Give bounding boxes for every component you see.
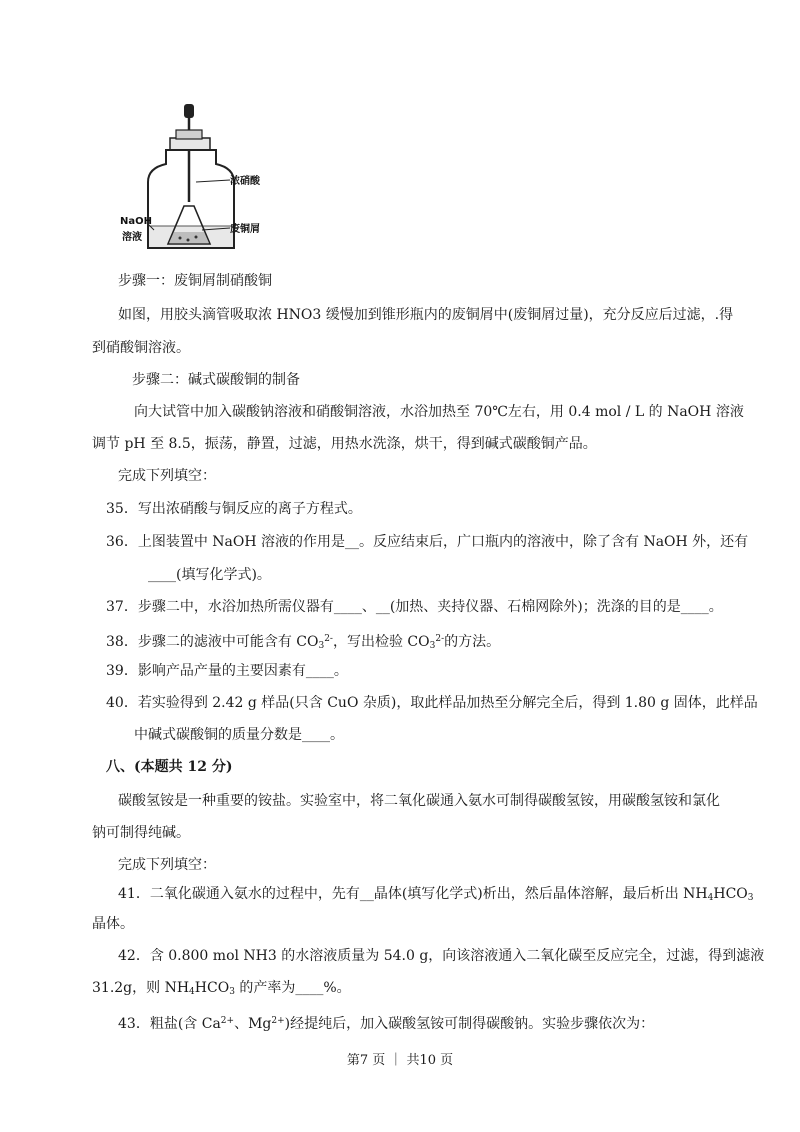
label-naoh: NaOH — [120, 216, 152, 227]
fill-prompt-2: 完成下列填空： — [118, 857, 216, 873]
label-solution: 溶液 — [122, 232, 142, 243]
question-36-line2: ____(填写化学式)。 — [148, 567, 271, 583]
step2-paragraph-line2: 调节 pH 至 8.5，振荡，静置，过滤，用热水洗涤，烘干，得到碱式碳酸铜产品。 — [92, 436, 597, 452]
section-8-paragraph-line2: 钠可制得纯碱。 — [92, 825, 190, 841]
question-41-line2: 晶体。 — [92, 916, 134, 932]
stopper-icon — [170, 138, 210, 150]
dropper-bulb-icon — [184, 104, 194, 118]
step1-paragraph-line1: 如图，用胶头滴管吸取浓 HNO3 缓慢加到锥形瓶内的废铜屑中(废铜屑过量)，充分反应后过滤，.得 — [118, 307, 734, 323]
question-40-line2: 中碱式碳酸铜的质量分数是____。 — [134, 727, 344, 743]
label-copper-scraps: 废铜屑 — [230, 224, 260, 235]
question-38: 38．步骤二的滤液中可能含有 $CO_3^{2-}$，写出检验 $CO_3^{2-}$的方法。 — [106, 634, 501, 651]
fill-prompt-1: 完成下列填空： — [118, 468, 216, 484]
step1-paragraph-line2: 到硝酸铜溶液。 — [92, 340, 190, 356]
question-40-line1: 40．若实验得到 2.42 g 样品(只含 CuO 杂质)，取此样品加热至分解完全后，得到 1.80 g 固体，此样品 — [106, 695, 758, 711]
apparatus-drawing — [118, 98, 268, 256]
question-42-line1: 42．含 0.800 mol NH3 的水溶液质量为 54.0 g，向该溶液通入二氧化碳至反应完全，过滤，得到滤液 — [118, 948, 765, 964]
question-37: 37．步骤二中，水浴加热所需仪器有____、__(加热、夹持仪器、石棉网除外)；洗涤的目的是____。 — [106, 599, 723, 615]
question-43: 43．粗盐(含 $Ca^{2+}$、$Mg^{2+}$)经提纯后，加入碳酸氢铵可制得碳酸钠。实验步骤依次为： — [118, 1016, 655, 1032]
question-36-line1: 36．上图装置中 NaOH 溶液的作用是__。反应结束后，广口瓶内的溶液中，除了含有 NaOH 外，还有 — [106, 534, 749, 550]
question-41-line1: 41．二氧化碳通入氨水的过程中，先有__晶体(填写化学式)析出，然后晶体溶解，最后析出 $NH_4HCO_3$ — [118, 886, 754, 903]
section-8-title: 八、(本题共 12 分) — [106, 759, 233, 775]
step1-title: 步骤一：废铜屑制硝酸铜 — [118, 273, 272, 289]
step2-paragraph-line1: 向大试管中加入碳酸钠溶液和硝酸铜溶液，水浴加热至 70℃左右，用 0.4 mol / L 的 NaOH 溶液 — [134, 404, 744, 420]
step2-title: 步骤二：碱式碳酸铜的制备 — [132, 372, 300, 388]
question-42-line2: 31.2g，则 $NH_4HCO_3$ 的产率为____%。 — [92, 980, 351, 997]
section-8-paragraph-line1: 碳酸氢铵是一种重要的铵盐。实验室中，将二氧化碳通入氨水可制得碳酸氢铵，用碳酸氢铵和氯化 — [118, 793, 720, 809]
label-concentrated-nitric-acid: 浓硝酸 — [230, 176, 260, 187]
apparatus-figure — [118, 98, 268, 256]
question-39: 39．影响产品产量的主要因素有____。 — [106, 663, 348, 679]
page-footer: 第7 页 ｜ 共10 页 — [346, 1053, 454, 1068]
question-35: 35．写出浓硝酸与铜反应的离子方程式。 — [106, 501, 362, 517]
